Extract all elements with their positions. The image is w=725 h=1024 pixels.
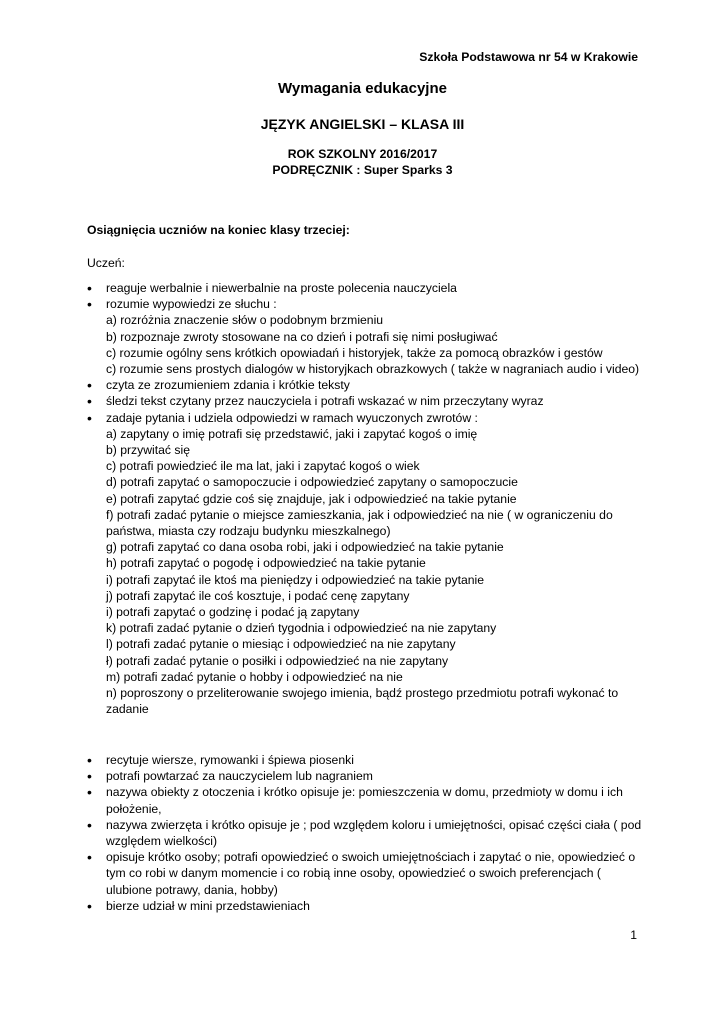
list-item-text: potrafi powtarzać za nauczycielem lub nagraniem (106, 769, 373, 784)
textbook: PODRĘCZNIK : Super Sparks 3 (272, 163, 453, 177)
sub-item: n) poproszony o przeliterowanie swojego imienia, bądź prostego przedmiotu potrafi wykonać to zadanie (106, 686, 619, 717)
sub-item: i) potrafi zapytać ile ktoś ma pieniędzy i odpowiedzieć na takie pytanie (106, 572, 485, 587)
list-item (87, 752, 647, 768)
sub-item: c) potrafi powiedzieć ile ma lat, jaki i zapytać kogoś o wiek (106, 459, 420, 474)
list-item-text: recytuje wiersze, rymowanki i śpiewa piosenki (106, 753, 354, 767)
sub-item: j) potrafi zapytać ile coś kosztuje, i podać cenę zapytany (106, 588, 410, 603)
document-subtitle: JĘZYK ANGIELSKI – KLASA III (260, 116, 465, 132)
list-item-text: czyta ze zrozumieniem zdania i krótkie teksty (106, 378, 350, 393)
bullet-icon (87, 393, 99, 410)
list-item (87, 768, 647, 784)
list-item-text: reaguje werbalnie i niewerbalnie na proste polecenia nauczyciela (106, 281, 457, 295)
list-item (87, 898, 647, 914)
bullet-icon (87, 898, 99, 915)
bullet-icon (87, 280, 99, 297)
bullet-icon (87, 377, 99, 394)
sub-item: ł) potrafi zadać pytanie o posiłki i odpowiedzieć na nie zapytany (106, 653, 449, 668)
school-year: ROK SZKOLNY 2016/2017 (287, 147, 438, 161)
sub-item: a) zapytany o imię potrafi się przedstawić, jaki i zapytać kogoś o imię (106, 426, 478, 441)
list-item (87, 280, 647, 296)
sub-item: a) rozróżnia znaczenie słów o podobnym brzmieniu (106, 313, 384, 328)
sub-item: k) potrafi zadać pytanie o dzień tygodnia i odpowiedzieć na nie zapytany (106, 621, 497, 636)
list-item-text: śledzi tekst czytany przez nauczyciela i potrafi wskazać w nim przeczytany wyraz (106, 394, 544, 409)
sub-item: c) rozumie ogólny sens krótkich opowiadań i historyjek, także za pomocą obrazków i gestów (106, 345, 603, 360)
list-item (87, 410, 647, 718)
document-meta (0, 146, 725, 178)
bullet-icon (87, 752, 99, 769)
requirements-list-2 (87, 752, 647, 914)
bullet-icon (87, 817, 99, 834)
list-item-text: bierze udział w mini przedstawieniach (106, 898, 310, 913)
sub-item: i) potrafi zapytać o godzinę i podać ją zapytany (106, 605, 360, 620)
list-item-text: rozumie wypowiedzi ze słuchu : (106, 297, 277, 312)
sub-item: f) potrafi zadać pytanie o miejsce zamieszkania, jak i odpowiedzieć na nie ( w ograniczeniu do państwa, miasta czy rodzaju budynku mieszkalnego) (106, 507, 613, 539)
requirements-list-1 (87, 280, 647, 717)
list-item (87, 849, 647, 898)
document-title: Wymagania edukacyjne (278, 80, 447, 97)
list-item-text: zadaje pytania i udziela odpowiedzi w ramach wyuczonych zwrotów : (106, 410, 478, 425)
sub-item: g) potrafi zapytać co dana osoba robi, jaki i odpowiedzieć na takie pytanie (106, 540, 504, 555)
bullet-icon (87, 784, 99, 801)
sub-item: h) potrafi zapytać o pogodę i odpowiedzieć na takie pytanie (106, 556, 426, 571)
bullet-icon (87, 768, 99, 785)
sub-item: d) potrafi zapytać o samopoczucie i odpowiedzieć zapytany o samopoczucie (106, 475, 518, 490)
list-item-text: opisuje krótko osoby; potrafi opowiedzieć o swoich umiejętnościach i zapytać o nie, opowiedzieć o tym co robi w danym momencie i co robią inne osoby, opowiedzieć o swoich preferencjach ( ulubione potrawy, dania, hobby) (106, 850, 636, 897)
school-name: Szkoła Podstawowa nr 54 w Krakowie (419, 50, 638, 64)
sub-item: b) przywitać się (106, 443, 190, 458)
sub-item: c) rozumie sens prostych dialogów w historyjkach obrazkowych ( także w nagraniach audio i video) (106, 362, 640, 377)
section-title: Osiągnięcia uczniów na koniec klasy trzeciej: (87, 223, 350, 237)
list-item (87, 817, 647, 849)
sub-item: m) potrafi zadać pytanie o hobby i odpowiedzieć na nie (106, 669, 403, 684)
page-number: 1 (630, 928, 637, 942)
list-item (87, 296, 647, 377)
list-item-text: nazywa obiekty z otoczenia i krótko opisuje je: pomieszczenia w domu, przedmioty w domu i ich położenie, (106, 785, 623, 816)
sub-item: b) rozpoznaje zwroty stosowane na co dzień i potrafi się nimi posługiwać (106, 329, 498, 344)
list-item-text: nazywa zwierzęta i krótko opisuje je ; pod względem koloru i umiejętności, opisać części ciała ( pod względem wielkości) (106, 817, 642, 849)
sub-item: l) potrafi zadać pytanie o miesiąc i odpowiedzieć na nie zapytany (106, 637, 456, 652)
list-item (87, 784, 647, 816)
bullet-icon (87, 849, 99, 866)
student-label: Uczeń: (87, 256, 125, 270)
sub-item: e) potrafi zapytać gdzie coś się znajduje, jak i odpowiedzieć na takie pytanie (106, 491, 517, 506)
bullet-icon (87, 296, 99, 313)
bullet-icon (87, 410, 99, 427)
list-item (87, 377, 647, 393)
list-item (87, 393, 647, 409)
